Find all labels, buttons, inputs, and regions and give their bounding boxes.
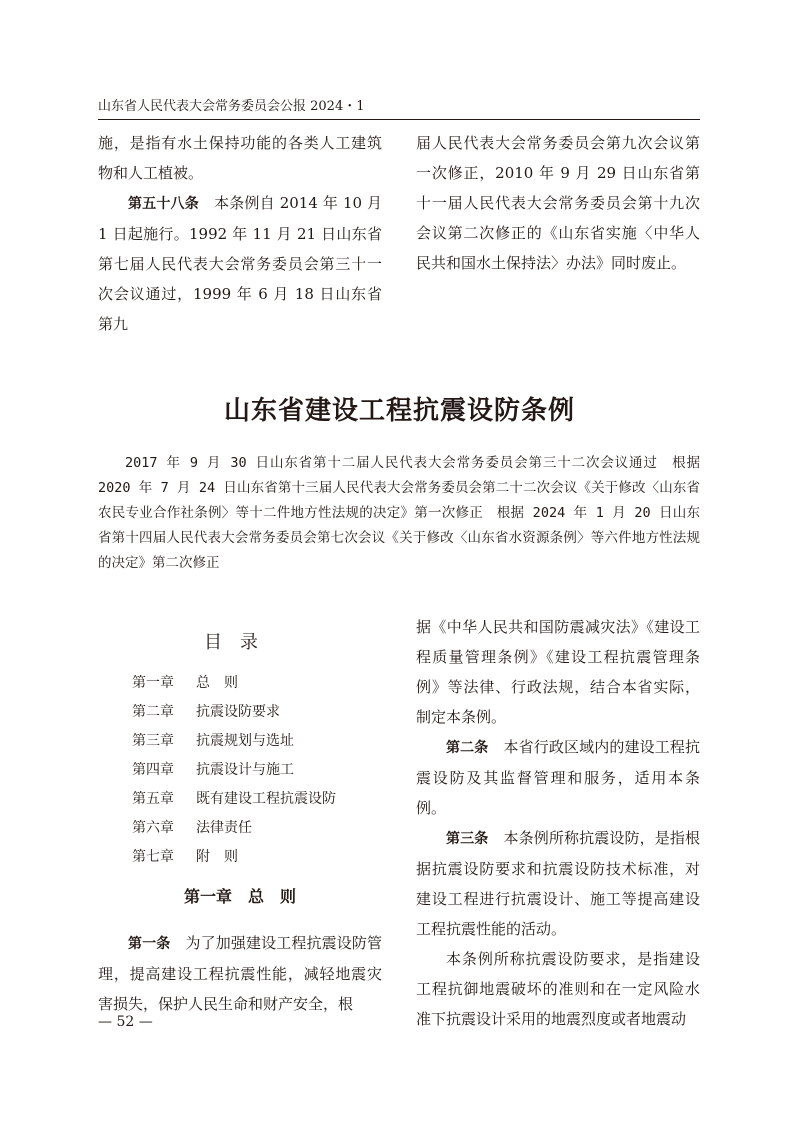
running-header: 山东省人民代表大会常务委员会公报 2024・1 <box>98 99 365 114</box>
toc-chapter-number: 第二章 <box>132 704 174 720</box>
toc-chapter-number: 第六章 <box>132 820 174 836</box>
header-rule <box>98 119 700 120</box>
toc-chapter-name: 法律责任 <box>196 820 252 836</box>
article-1-label: 第一条 <box>128 936 171 952</box>
toc-chapter-number: 第三章 <box>132 733 174 749</box>
top-left-paragraph: 施，是指有水土保持功能的各类人工建筑物和人工植被。 <box>98 134 382 182</box>
article-1-continuation: 据《中华人民共和国防震减灾法》《建设工程质量管理条例》《建设工程抗震管理条例》等法律、行政法规，结合本省实际，制定本条例。 <box>416 618 700 726</box>
article-1-text: 为了加强建设工程抗震设防管理，提高建设工程抗震性能，减轻地震灾害损失，保护人民生命和财产安全，根 <box>98 934 382 1013</box>
toc-chapter-name: 抗震设防要求 <box>196 704 280 720</box>
top-left-column <box>98 128 382 339</box>
toc-chapter-name: 附 则 <box>196 849 238 865</box>
article-2-label: 第二条 <box>446 740 489 756</box>
toc-chapter-number: 第四章 <box>132 762 174 778</box>
table-of-contents <box>132 669 382 872</box>
toc-item <box>132 785 382 814</box>
toc-item <box>132 814 382 843</box>
article-58-paragraph <box>98 188 382 339</box>
toc-item <box>132 756 382 785</box>
top-right-paragraph: 届人民代表大会常务委员会第九次会议第一次修正，2010 年 9 月 29 日山东省第十一届人民代表大会常务委员会第十九次会议第二次修正的《山东省实施〈中华人民共和国水土保持法〉办法》同时废止。 <box>416 134 700 272</box>
regulation-title: 山东省建设工程抗震设防条例 <box>223 396 575 426</box>
article-2-paragraph <box>416 732 700 823</box>
article-3-second-paragraph: 本条例所称抗震设防要求，是指建设工程抗御地震破坏的准则和在一定风险水准下抗震设计采用的地震烈度或者地震动 <box>416 950 700 1028</box>
toc-title: 目录 <box>204 632 276 653</box>
chapter-1-heading: 第一章 总 则 <box>183 887 296 906</box>
article-1-column <box>98 928 382 1019</box>
toc-chapter-name: 抗震规划与选址 <box>196 733 294 749</box>
page-number: — 52 — <box>98 1014 153 1030</box>
top-right-column <box>416 128 700 278</box>
toc-chapter-name: 既有建设工程抗震设防 <box>196 791 336 807</box>
toc-chapter-name: 总 则 <box>196 675 238 691</box>
toc-item <box>132 669 382 698</box>
adoption-note <box>98 451 700 576</box>
toc-chapter-name: 抗震设计与施工 <box>196 762 294 778</box>
toc-item <box>132 698 382 727</box>
article-2-text: 本省行政区域内的建设工程抗震设防及其监督管理和服务，适用本条例。 <box>416 738 700 817</box>
article-3-paragraph <box>416 823 700 944</box>
toc-chapter-number: 第七章 <box>132 849 174 865</box>
article-3-label: 第三条 <box>446 831 489 847</box>
article-3-text: 本条例所称抗震设防，是指根据抗震设防要求和抗震设防技术标准，对建设工程进行抗震设计、施工等提高建设工程抗震性能的活动。 <box>416 829 700 938</box>
article-58-text: 本条例自 2014 年 10 月 1 日起施行。1992 年 11 月 21 日山东省第七届人民代表大会常务委员会第三十一次会议通过，1999 年 6 月 18 日山东省第九 <box>98 194 382 333</box>
toc-item <box>132 843 382 872</box>
bottom-right-column <box>416 612 700 1034</box>
toc-chapter-number: 第五章 <box>132 791 174 807</box>
adoption-note-text: 2017 年 9 月 30 日山东省第十二届人民代表大会常务委员会第三十二次会议通过 根据 2020 年 7 月 24 日山东省第十三届人民代表大会常务委员会第二十二次会议《关于修改〈山东省农民专业合作社条例〉等十二件地方性法规的决定》第一次修正 根据 2024 年 1 月 20 日山东省第十四届人民代表大会常务委员会第七次会议《关于修改〈山东省水资源条例〉等六件地方性法规的决定》第二次修正 <box>98 455 700 571</box>
toc-item <box>132 727 382 756</box>
toc-chapter-number: 第一章 <box>132 675 174 691</box>
article-58-label: 第五十八条 <box>128 196 199 212</box>
article-1-paragraph <box>98 928 382 1019</box>
